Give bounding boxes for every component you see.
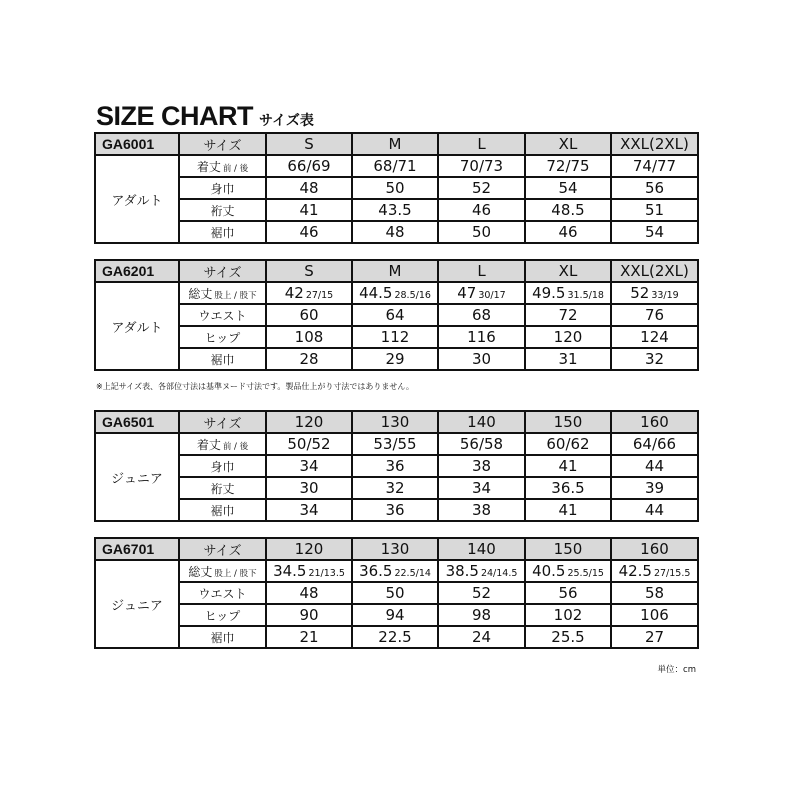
value-main: 34	[299, 501, 319, 519]
value-main: 47	[457, 284, 477, 302]
measurement-name: 裾巾	[210, 352, 235, 367]
measurement-name: 裄丈	[210, 481, 235, 496]
value-cell	[525, 326, 611, 348]
value-cell	[611, 626, 698, 648]
measurement-name: 身巾	[210, 459, 235, 474]
value-cell	[611, 155, 698, 177]
table-row	[95, 455, 698, 477]
size-header-cell: 130	[352, 411, 438, 433]
model-code: GA6701	[95, 538, 179, 560]
value-cell	[438, 582, 525, 604]
value-main: 28	[299, 350, 319, 368]
value-main: 39	[644, 479, 665, 497]
measurement-label	[179, 455, 266, 477]
value-cell	[266, 348, 352, 370]
measurement-label	[179, 282, 266, 304]
size-header-cell: M	[352, 133, 438, 155]
value-main: 76	[644, 306, 665, 324]
value-main: 56/58	[459, 435, 504, 453]
value-sub: 30/17	[478, 290, 506, 301]
note-text: ※上記サイズ表、各部位寸法は基準ヌード寸法です。製品仕上がり寸法ではありません。	[96, 382, 414, 391]
measurement-name: 着丈	[196, 437, 221, 452]
measurement-name: ヒップ	[204, 330, 241, 345]
value-cell	[438, 177, 525, 199]
table-row	[95, 499, 698, 521]
value-cell	[266, 626, 352, 648]
model-code: GA6001	[95, 133, 179, 155]
value-main: 58	[644, 584, 665, 602]
value-main: 38	[471, 501, 492, 519]
value-main: 30	[299, 479, 319, 497]
value-cell	[352, 560, 438, 582]
value-main: 50	[471, 223, 492, 241]
measurement-label	[179, 199, 266, 221]
value-cell	[438, 221, 525, 243]
value-cell	[611, 560, 698, 582]
size-header-label: サイズ	[179, 411, 266, 433]
value-cell	[266, 221, 352, 243]
value-cell	[352, 626, 438, 648]
measurement-name: ウエスト	[198, 586, 247, 601]
size-header-label: サイズ	[179, 260, 266, 282]
size-header-cell: S	[266, 260, 352, 282]
value-main: 24	[471, 628, 492, 646]
value-main: 41	[299, 201, 319, 219]
value-cell	[611, 455, 698, 477]
model-code: GA6501	[95, 411, 179, 433]
value-sub: 27/15	[305, 290, 334, 301]
table-row	[95, 477, 698, 499]
value-cell	[438, 199, 525, 221]
value-main: 27	[644, 628, 665, 646]
measurement-sub: 前 / 後	[222, 163, 249, 174]
value-sub: 31.5/18	[567, 290, 604, 301]
value-cell	[266, 582, 352, 604]
value-cell	[611, 477, 698, 499]
category-cell: ジュニア	[95, 433, 179, 521]
value-main: 52	[630, 284, 650, 302]
value-cell	[266, 155, 352, 177]
table-row	[95, 199, 698, 221]
category-cell: アダルト	[95, 155, 179, 243]
value-main: 72	[558, 306, 578, 324]
page-title: SIZE CHART サイズ表	[96, 101, 314, 131]
value-main: 64/66	[632, 435, 677, 453]
size-header-cell: XL	[525, 133, 611, 155]
value-cell	[266, 455, 352, 477]
value-main: 106	[640, 606, 669, 624]
measurement-name: 裾巾	[210, 503, 235, 518]
value-cell	[525, 348, 611, 370]
value-main: 41	[558, 457, 578, 475]
table-row	[95, 348, 698, 370]
value-cell	[352, 348, 438, 370]
model-code: GA6201	[95, 260, 179, 282]
size-header-cell: XXL(2XL)	[611, 260, 698, 282]
value-main: 112	[380, 328, 410, 346]
value-main: 50	[385, 584, 405, 602]
value-cell	[438, 433, 525, 455]
value-main: 29	[385, 350, 405, 368]
size-header-cell: 120	[266, 411, 352, 433]
table-row	[95, 221, 698, 243]
value-main: 60	[299, 306, 319, 324]
value-cell	[266, 499, 352, 521]
size-header-cell: 160	[611, 538, 698, 560]
value-cell	[611, 604, 698, 626]
unit-label: 単位：cm	[657, 665, 696, 675]
value-cell	[438, 477, 525, 499]
size-header-cell: 140	[438, 538, 525, 560]
measurement-label	[179, 477, 266, 499]
measurement-name: ウエスト	[198, 308, 247, 323]
value-cell	[438, 304, 525, 326]
size-header-cell: 150	[525, 538, 611, 560]
value-cell	[438, 455, 525, 477]
value-main: 34	[299, 457, 319, 475]
value-cell	[525, 199, 611, 221]
value-main: 98	[471, 606, 492, 624]
value-cell	[266, 560, 352, 582]
value-main: 70/73	[459, 157, 504, 175]
measurement-name: 裾巾	[210, 630, 235, 645]
value-cell	[611, 282, 698, 304]
value-cell	[352, 326, 438, 348]
value-sub: 33/19	[651, 290, 679, 301]
value-cell	[352, 477, 438, 499]
value-cell	[352, 304, 438, 326]
value-cell	[525, 221, 611, 243]
value-main: 120	[553, 328, 583, 346]
value-main: 53/55	[373, 435, 417, 453]
value-main: 64	[385, 306, 405, 324]
table-row	[95, 326, 698, 348]
value-main: 25.5	[551, 628, 585, 646]
measurement-label	[179, 326, 266, 348]
value-main: 50/52	[287, 435, 331, 453]
value-main: 102	[553, 606, 583, 624]
value-main: 36	[385, 501, 405, 519]
measurement-sub: 股上 / 股下	[214, 568, 257, 579]
value-main: 49.5	[532, 284, 566, 302]
size-header-cell: 160	[611, 411, 698, 433]
value-main: 50	[385, 179, 405, 197]
value-main: 90	[299, 606, 319, 624]
size-header-cell: L	[438, 260, 525, 282]
value-cell	[611, 221, 698, 243]
value-main: 54	[558, 179, 578, 197]
value-main: 44	[644, 457, 665, 475]
value-main: 38	[471, 457, 492, 475]
value-cell	[611, 499, 698, 521]
value-main: 56	[558, 584, 578, 602]
value-cell	[611, 433, 698, 455]
table-row	[95, 604, 698, 626]
value-main: 48.5	[551, 201, 585, 219]
value-main: 36	[385, 457, 405, 475]
value-cell	[525, 499, 611, 521]
value-main: 41	[558, 501, 578, 519]
value-main: 48	[299, 584, 319, 602]
measurement-name: 総丈	[188, 286, 213, 301]
value-cell	[438, 155, 525, 177]
measurement-label	[179, 433, 266, 455]
value-cell	[438, 326, 525, 348]
measurement-label	[179, 582, 266, 604]
value-main: 56	[644, 179, 665, 197]
value-main: 52	[471, 179, 492, 197]
value-cell	[266, 177, 352, 199]
measurement-label	[179, 626, 266, 648]
value-cell	[266, 304, 352, 326]
value-main: 36.5	[551, 479, 585, 497]
value-cell	[438, 626, 525, 648]
size-table-ga6501	[94, 410, 699, 522]
value-cell	[438, 560, 525, 582]
size-header-label: サイズ	[179, 538, 266, 560]
size-header-label: サイズ	[179, 133, 266, 155]
value-cell	[525, 155, 611, 177]
value-main: 42	[284, 284, 304, 302]
measurement-label	[179, 221, 266, 243]
value-cell	[266, 604, 352, 626]
category-cell: ジュニア	[95, 560, 179, 648]
size-header-cell: 150	[525, 411, 611, 433]
value-cell	[266, 433, 352, 455]
table-row	[95, 304, 698, 326]
value-main: 60/62	[546, 435, 590, 453]
measurement-label	[179, 348, 266, 370]
measurement-label	[179, 499, 266, 521]
value-cell	[438, 282, 525, 304]
value-cell	[352, 177, 438, 199]
value-cell	[352, 199, 438, 221]
size-header-cell: M	[352, 260, 438, 282]
size-header-cell: L	[438, 133, 525, 155]
value-sub: 27/15.5	[653, 568, 691, 579]
table-row	[95, 560, 698, 582]
table-row	[95, 177, 698, 199]
size-header-cell: XL	[525, 260, 611, 282]
value-cell	[352, 282, 438, 304]
value-main: 68	[471, 306, 492, 324]
measurement-label	[179, 604, 266, 626]
value-cell	[611, 304, 698, 326]
table-row	[95, 582, 698, 604]
value-main: 38.5	[445, 562, 479, 580]
value-main: 54	[644, 223, 665, 241]
value-main: 46	[471, 201, 492, 219]
value-sub: 25.5/15	[567, 568, 604, 579]
table-row	[95, 155, 698, 177]
value-main: 32	[644, 350, 665, 368]
value-cell	[266, 199, 352, 221]
value-main: 40.5	[532, 562, 566, 580]
value-main: 32	[385, 479, 405, 497]
value-sub: 22.5/14	[394, 568, 431, 579]
value-cell	[438, 499, 525, 521]
value-main: 34.5	[273, 562, 307, 580]
header-row	[95, 538, 698, 560]
value-cell	[525, 582, 611, 604]
value-sub: 28.5/16	[394, 290, 431, 301]
value-main: 22.5	[378, 628, 412, 646]
value-main: 124	[640, 328, 669, 346]
size-header-cell: S	[266, 133, 352, 155]
value-cell	[352, 155, 438, 177]
value-cell	[525, 455, 611, 477]
value-main: 51	[644, 201, 665, 219]
value-cell	[352, 604, 438, 626]
value-main: 52	[471, 584, 492, 602]
category-cell: アダルト	[95, 282, 179, 370]
measurement-label	[179, 560, 266, 582]
value-cell	[352, 221, 438, 243]
table-row	[95, 433, 698, 455]
size-header-cell: 120	[266, 538, 352, 560]
value-cell	[525, 626, 611, 648]
header-row	[95, 260, 698, 282]
value-main: 21	[299, 628, 319, 646]
value-main: 36.5	[359, 562, 393, 580]
measurement-label	[179, 304, 266, 326]
table-row	[95, 282, 698, 304]
value-cell	[352, 455, 438, 477]
value-cell	[525, 560, 611, 582]
measurement-name: 総丈	[188, 564, 213, 579]
value-main: 74/77	[632, 157, 677, 175]
value-cell	[611, 326, 698, 348]
value-sub: 21/13.5	[308, 568, 345, 579]
header-row	[95, 411, 698, 433]
value-main: 116	[467, 328, 496, 346]
value-cell	[266, 477, 352, 499]
value-main: 30	[471, 350, 492, 368]
value-cell	[352, 433, 438, 455]
value-cell	[352, 499, 438, 521]
value-main: 46	[558, 223, 578, 241]
value-main: 48	[299, 179, 319, 197]
value-cell	[611, 199, 698, 221]
value-cell	[611, 348, 698, 370]
page-subtitle: サイズ表	[259, 112, 314, 128]
value-main: 72/75	[546, 157, 590, 175]
header-row	[95, 133, 698, 155]
measurement-name: 身巾	[210, 181, 235, 196]
value-main: 42.5	[618, 562, 652, 580]
size-table-ga6001	[94, 132, 699, 244]
value-sub: 24/14.5	[480, 568, 518, 579]
measurement-name: 裾巾	[210, 225, 235, 240]
measurement-label	[179, 155, 266, 177]
value-cell	[525, 477, 611, 499]
measurement-sub: 股上 / 股下	[214, 290, 257, 301]
value-main: 31	[558, 350, 578, 368]
value-cell	[611, 582, 698, 604]
size-table-ga6201	[94, 259, 699, 371]
value-cell	[525, 433, 611, 455]
value-main: 34	[471, 479, 492, 497]
value-main: 48	[385, 223, 405, 241]
value-cell	[525, 304, 611, 326]
value-cell	[352, 582, 438, 604]
value-main: 44.5	[359, 284, 393, 302]
value-main: 44	[644, 501, 665, 519]
value-main: 108	[294, 328, 324, 346]
measurement-name: 着丈	[196, 159, 221, 174]
measurement-name: 裄丈	[210, 203, 235, 218]
value-cell	[611, 177, 698, 199]
size-header-cell: XXL(2XL)	[611, 133, 698, 155]
size-header-cell: 140	[438, 411, 525, 433]
value-main: 68/71	[373, 157, 417, 175]
value-cell	[438, 348, 525, 370]
value-cell	[266, 326, 352, 348]
value-cell	[525, 604, 611, 626]
value-main: 66/69	[287, 157, 331, 175]
table-row	[95, 626, 698, 648]
measurement-sub: 前 / 後	[222, 441, 249, 452]
measurement-name: ヒップ	[204, 608, 241, 623]
value-cell	[525, 177, 611, 199]
size-header-cell: 130	[352, 538, 438, 560]
value-main: 46	[299, 223, 319, 241]
size-table-ga6701	[94, 537, 699, 649]
value-main: 94	[385, 606, 405, 624]
measurement-label	[179, 177, 266, 199]
value-main: 43.5	[378, 201, 412, 219]
value-cell	[525, 282, 611, 304]
value-cell	[438, 604, 525, 626]
value-cell	[266, 282, 352, 304]
